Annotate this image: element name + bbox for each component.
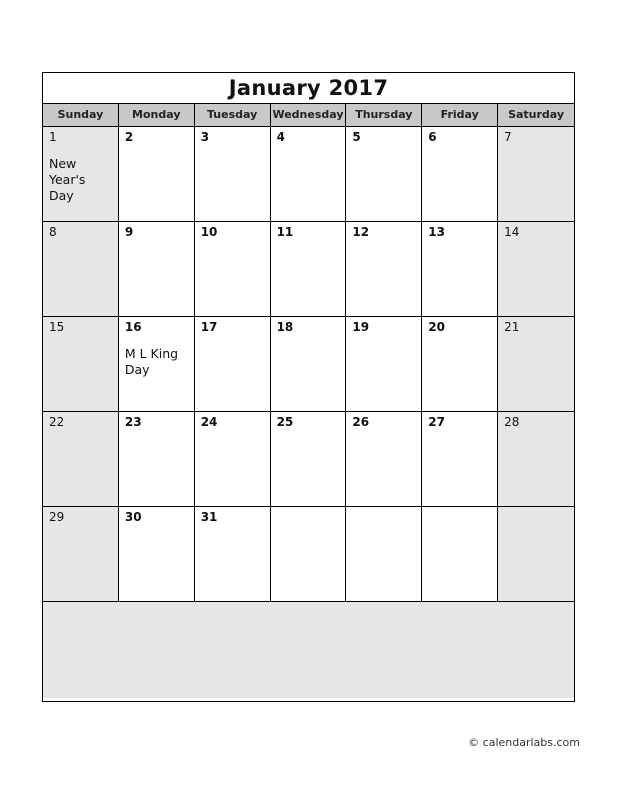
day-number: 13 [428,225,445,239]
day-number: 20 [428,320,445,334]
day-number: 18 [276,320,294,334]
day-number: 24 [200,415,218,429]
day-number: 6 [428,130,437,144]
weekday-sunday: Sunday [43,104,119,126]
day-number: 29 [49,510,65,524]
day-number: 16 [124,320,142,334]
day-event: New Year's Day [49,156,86,203]
day-number: 10 [200,225,218,239]
day-cell [422,507,498,602]
notes-area [43,602,574,698]
day-number: 14 [504,225,520,239]
weekday-wednesday: Wednesday [271,104,347,126]
day-cell [271,507,347,602]
day-cell [271,127,347,222]
day-number: 27 [428,415,445,429]
day-cell [346,412,422,507]
day-number: 31 [200,510,218,524]
day-number: 8 [49,225,57,239]
day-cell [271,222,347,317]
calendar [42,72,575,702]
day-cell [498,412,574,507]
day-cell [119,507,195,602]
weekday-monday: Monday [119,104,195,126]
day-cell [422,317,498,412]
day-number: 4 [276,130,285,144]
day-cell [43,412,119,507]
calendar-title: January 2017 [43,73,574,104]
weekday-tuesday: Tuesday [195,104,271,126]
weekday-header [43,104,574,127]
day-cell [195,222,271,317]
day-cell [43,222,119,317]
day-number: 23 [124,415,142,429]
day-cell [195,507,271,602]
day-grid [43,127,574,602]
day-cell [195,412,271,507]
day-number: 1 [49,130,57,144]
day-cell [498,507,574,602]
day-number: 3 [200,130,210,144]
footer-credit: © calendarlabs.com [468,736,580,749]
day-cell [346,507,422,602]
day-number: 25 [276,415,294,429]
day-cell [195,127,271,222]
day-number: 2 [124,130,134,144]
day-cell [195,317,271,412]
day-number: 7 [504,130,512,144]
day-cell [271,412,347,507]
day-cell [119,412,195,507]
day-number: 22 [49,415,65,429]
day-number: 15 [49,320,65,334]
weekday-thursday: Thursday [346,104,422,126]
weekday-friday: Friday [422,104,498,126]
weekday-saturday: Saturday [508,108,565,121]
day-number: 17 [200,320,218,334]
day-number: 9 [124,225,134,239]
day-number: 28 [504,415,520,429]
day-cell [43,507,119,602]
day-cell [346,222,422,317]
day-number: 11 [276,225,294,239]
day-cell [43,317,119,412]
day-cell [119,222,195,317]
day-cell [422,412,498,507]
day-number: 30 [124,510,142,524]
day-cell [43,127,119,222]
day-cell [422,127,498,222]
day-cell [119,317,195,412]
day-cell [498,317,574,412]
day-cell [271,317,347,412]
day-number: 5 [352,130,361,144]
day-cell [422,222,498,317]
day-number: 26 [352,415,370,429]
day-number: 19 [352,320,370,334]
day-number: 21 [504,320,520,334]
day-cell [498,222,574,317]
day-cell [346,317,422,412]
day-cell [119,127,195,222]
day-event: M L King Day [124,346,179,377]
day-number: 12 [352,225,370,239]
day-cell [346,127,422,222]
day-cell [498,127,574,222]
